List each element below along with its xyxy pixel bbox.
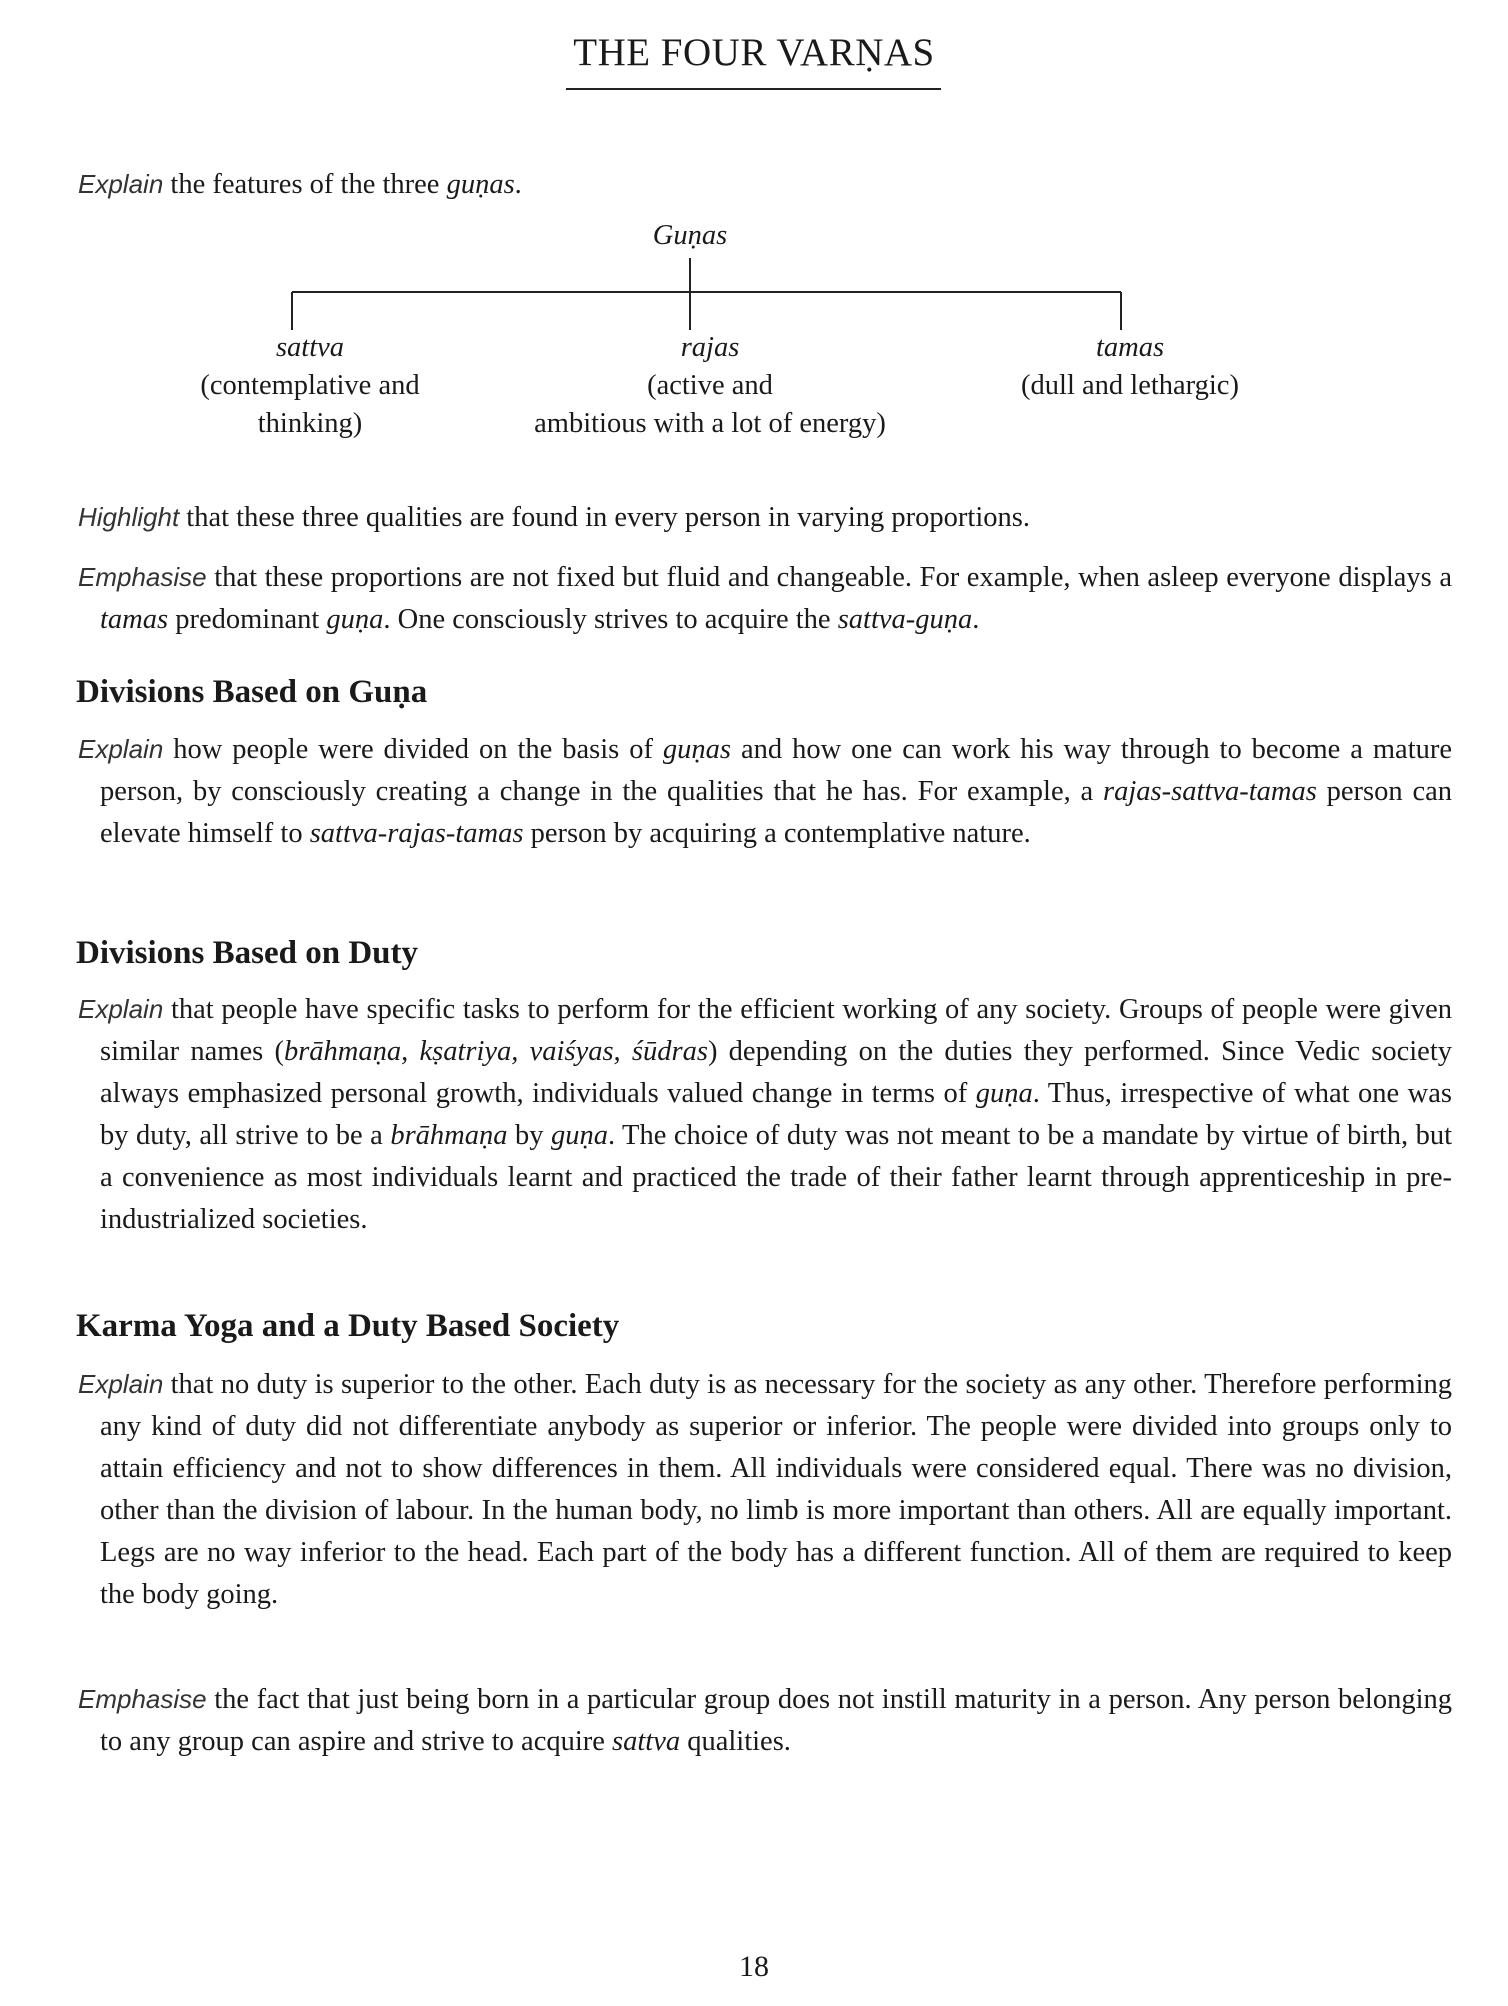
guna-italic: sattva-rajas-tamas bbox=[309, 818, 524, 849]
guna-text: person by acquiring a contemplative nature. bbox=[523, 818, 1031, 849]
intro-text-end: . bbox=[514, 169, 522, 200]
duty-text: . The choice of duty was not meant to be a mandate by virtue of birth, but a convenience as most individuals learnt and practiced the trade of their father learnt through apprenticeship in pre-industrialized societies. bbox=[100, 1120, 1453, 1235]
emphasise1-text: that these proportions are not fixed but fluid and changeable. For example, when asleep everyone displays a bbox=[214, 562, 1453, 593]
highlight-paragraph bbox=[78, 496, 1452, 539]
emphasise1-text: . bbox=[972, 604, 980, 635]
emphasise-paragraph-1 bbox=[78, 556, 1452, 641]
heading-divisions-guna: Divisions Based on Guṇa bbox=[76, 674, 428, 710]
duty-italic: guṇa bbox=[550, 1120, 608, 1151]
page-number: 18 bbox=[739, 1950, 769, 1983]
emphasise2-keyword: Emphasise bbox=[78, 1684, 207, 1714]
tree-node-tamas bbox=[980, 329, 1280, 405]
duty-text: that people have specific tasks to perform for the efficient working of any society. Groups of people were given similar names ( bbox=[100, 994, 1452, 1067]
heading-divisions-duty: Divisions Based on Duty bbox=[76, 935, 419, 971]
guna-italic: guṇas bbox=[662, 734, 731, 765]
page-title: THE FOUR VARṆAS bbox=[573, 31, 935, 74]
emphasise1-italic: tamas bbox=[100, 604, 169, 635]
intro-keyword: Explain bbox=[78, 169, 164, 199]
tree-node-sattva bbox=[150, 329, 470, 443]
guna-text: and how one can work his way through to become a mature person, by consciously creating a change in the qualities that he has. For example, a bbox=[100, 734, 1452, 807]
duty-text: . Thus, irrespective of what one was by duty, all strive to be a bbox=[100, 1078, 1452, 1151]
guna-keyword: Explain bbox=[78, 734, 164, 764]
duty-italic: brāhmaṇa bbox=[390, 1120, 508, 1151]
tree-root-label: Guṇas bbox=[652, 220, 728, 251]
intro-text: the features of the three bbox=[170, 169, 447, 200]
tree-connector-lines bbox=[0, 0, 1508, 340]
emphasise1-italic: guṇa bbox=[326, 604, 384, 635]
emphasise2-text: the fact that just being born in a particular group does not instill maturity in a person. Any person belonging to any group can aspire and strive to acquire bbox=[100, 1684, 1452, 1757]
guna-text: how people were divided on the basis of bbox=[173, 734, 663, 765]
emphasise1-text: . One consciously strives to acquire the bbox=[383, 604, 838, 635]
tamas-desc-line1: (dull and lethargic) bbox=[1021, 370, 1239, 401]
duty-italic: guṇa bbox=[975, 1078, 1033, 1109]
duty-text: ) depending on the duties they performed. Since Vedic society always emphasized personal growth, individuals valued change in terms of bbox=[100, 1036, 1452, 1109]
tree-node-rajas bbox=[480, 329, 940, 443]
emphasise2-text: qualities. bbox=[680, 1726, 791, 1757]
tamas-name: tamas bbox=[1095, 332, 1165, 363]
duty-italic: brāhmaṇa, kṣatriya, vaiśyas, śūdras bbox=[283, 1036, 708, 1067]
rajas-name: rajas bbox=[680, 332, 740, 363]
guna-text: person can elevate himself to bbox=[100, 776, 1452, 849]
guna-paragraph bbox=[78, 728, 1452, 855]
emphasise1-keyword: Emphasise bbox=[78, 562, 207, 592]
emphasise-paragraph-2 bbox=[78, 1678, 1452, 1763]
emphasise1-text: predominant bbox=[168, 604, 327, 635]
highlight-keyword: Highlight bbox=[78, 502, 180, 532]
intro-italic: guṇas bbox=[446, 169, 515, 200]
sattva-desc-line1: (contemplative and bbox=[200, 370, 420, 401]
karma-paragraph bbox=[78, 1363, 1452, 1616]
sattva-name: sattva bbox=[275, 332, 345, 363]
highlight-text: that these three qualities are found in every person in varying proportions. bbox=[186, 502, 1030, 533]
emphasise2-italic: sattva bbox=[612, 1726, 681, 1757]
duty-paragraph bbox=[78, 988, 1452, 1241]
duty-text: by bbox=[507, 1120, 551, 1151]
sattva-desc-line2: thinking) bbox=[257, 408, 363, 439]
heading-karma-yoga: Karma Yoga and a Duty Based Society bbox=[76, 1308, 620, 1344]
guna-italic: rajas-sattva-tamas bbox=[1103, 776, 1317, 807]
rajas-desc-line2: ambitious with a lot of energy) bbox=[534, 408, 886, 439]
duty-keyword: Explain bbox=[78, 994, 164, 1024]
karma-text: that no duty is superior to the other. Each duty is as necessary for the society as any other. Therefore performing any kind of duty did not differentiate anybody as superior or inferior. The people were divided into groups only to attain efficiency and not to show differences in them. All individuals were considered equal. There was no division, other than the division of labour. In the human body, no limb is more important than others. All are equally important. Legs are no way inferior to the head. Each part of the body has a different function. All of them are required to keep the body going. bbox=[100, 1369, 1452, 1610]
karma-keyword: Explain bbox=[78, 1369, 164, 1399]
emphasise1-italic: sattva-guṇa bbox=[837, 604, 973, 635]
rajas-desc-line1: (active and bbox=[647, 370, 773, 401]
